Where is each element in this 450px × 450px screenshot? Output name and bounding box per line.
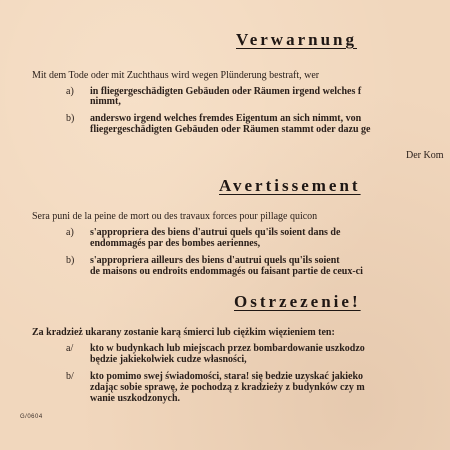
polish-item-b-line3: wanie uszkodzonych. — [90, 393, 181, 404]
polish-item-a-line1: kto w budynkach lub miejscach przez bombardowanie uszkodzo — [90, 343, 365, 354]
polish-item-a-marker: a/ — [66, 343, 74, 354]
german-signature: Der Kom — [406, 150, 444, 161]
french-item-a-marker: a) — [66, 227, 74, 238]
german-title: Verwarnung — [236, 30, 357, 49]
french-title: Avertissement — [219, 176, 361, 195]
french-item-b-line1: s'appropriera ailleurs des biens d'autrui quels qu'ils soient — [90, 255, 340, 266]
german-item-b-marker: b) — [66, 113, 75, 124]
document-code: G/0604 — [20, 414, 43, 420]
polish-item-b-line2: zdając sobie sprawę, że pochodzą z kradzieży z budynków czy m — [90, 382, 365, 393]
polish-item-a-line2: będzie jakiekolwiek cudze własności, — [90, 354, 247, 365]
german-item-b-line2: fliegergeschädigten Gebäuden oder Räumen stammt oder dazu ge — [90, 124, 371, 135]
french-item-b-marker: b) — [66, 255, 75, 266]
german-item-a-marker: a) — [66, 86, 74, 97]
german-item-a-line1: in fliegergeschädigten Gebäuden oder Räumen irgend welches f — [90, 86, 362, 97]
polish-title: Ostrzezenie! — [234, 292, 361, 311]
french-item-a-line1: s'appropriera des biens d'autrui quels qu'ils soient dans de — [90, 227, 341, 238]
polish-item-b-line1: kto pomimo swej świadomości, stara! się bedzie uzyskać jakieko — [90, 371, 364, 382]
french-item-b-line2: de maisons ou endroits endommagés ou faisant partie de ceux-ci — [90, 266, 363, 277]
polish-item-b-marker: b/ — [66, 371, 74, 382]
german-item-b-line1: anderswo irgend welches fremdes Eigentum an sich nimmt, von — [90, 113, 362, 124]
german-intro: Mit dem Tode oder mit Zuchthaus wird wegen Plünderung bestraft, wer — [32, 70, 320, 81]
french-intro: Sera puni de la peine de mort ou des travaux forces pour pillage quicon — [32, 211, 318, 222]
polish-intro: Za kradzież ukarany zostanie karą śmierci lub ciężkim więzieniem ten: — [32, 327, 335, 338]
french-item-a-line2: endommagés par des bombes aeriennes, — [90, 238, 261, 249]
german-item-a-line2: nimmt, — [90, 96, 121, 107]
